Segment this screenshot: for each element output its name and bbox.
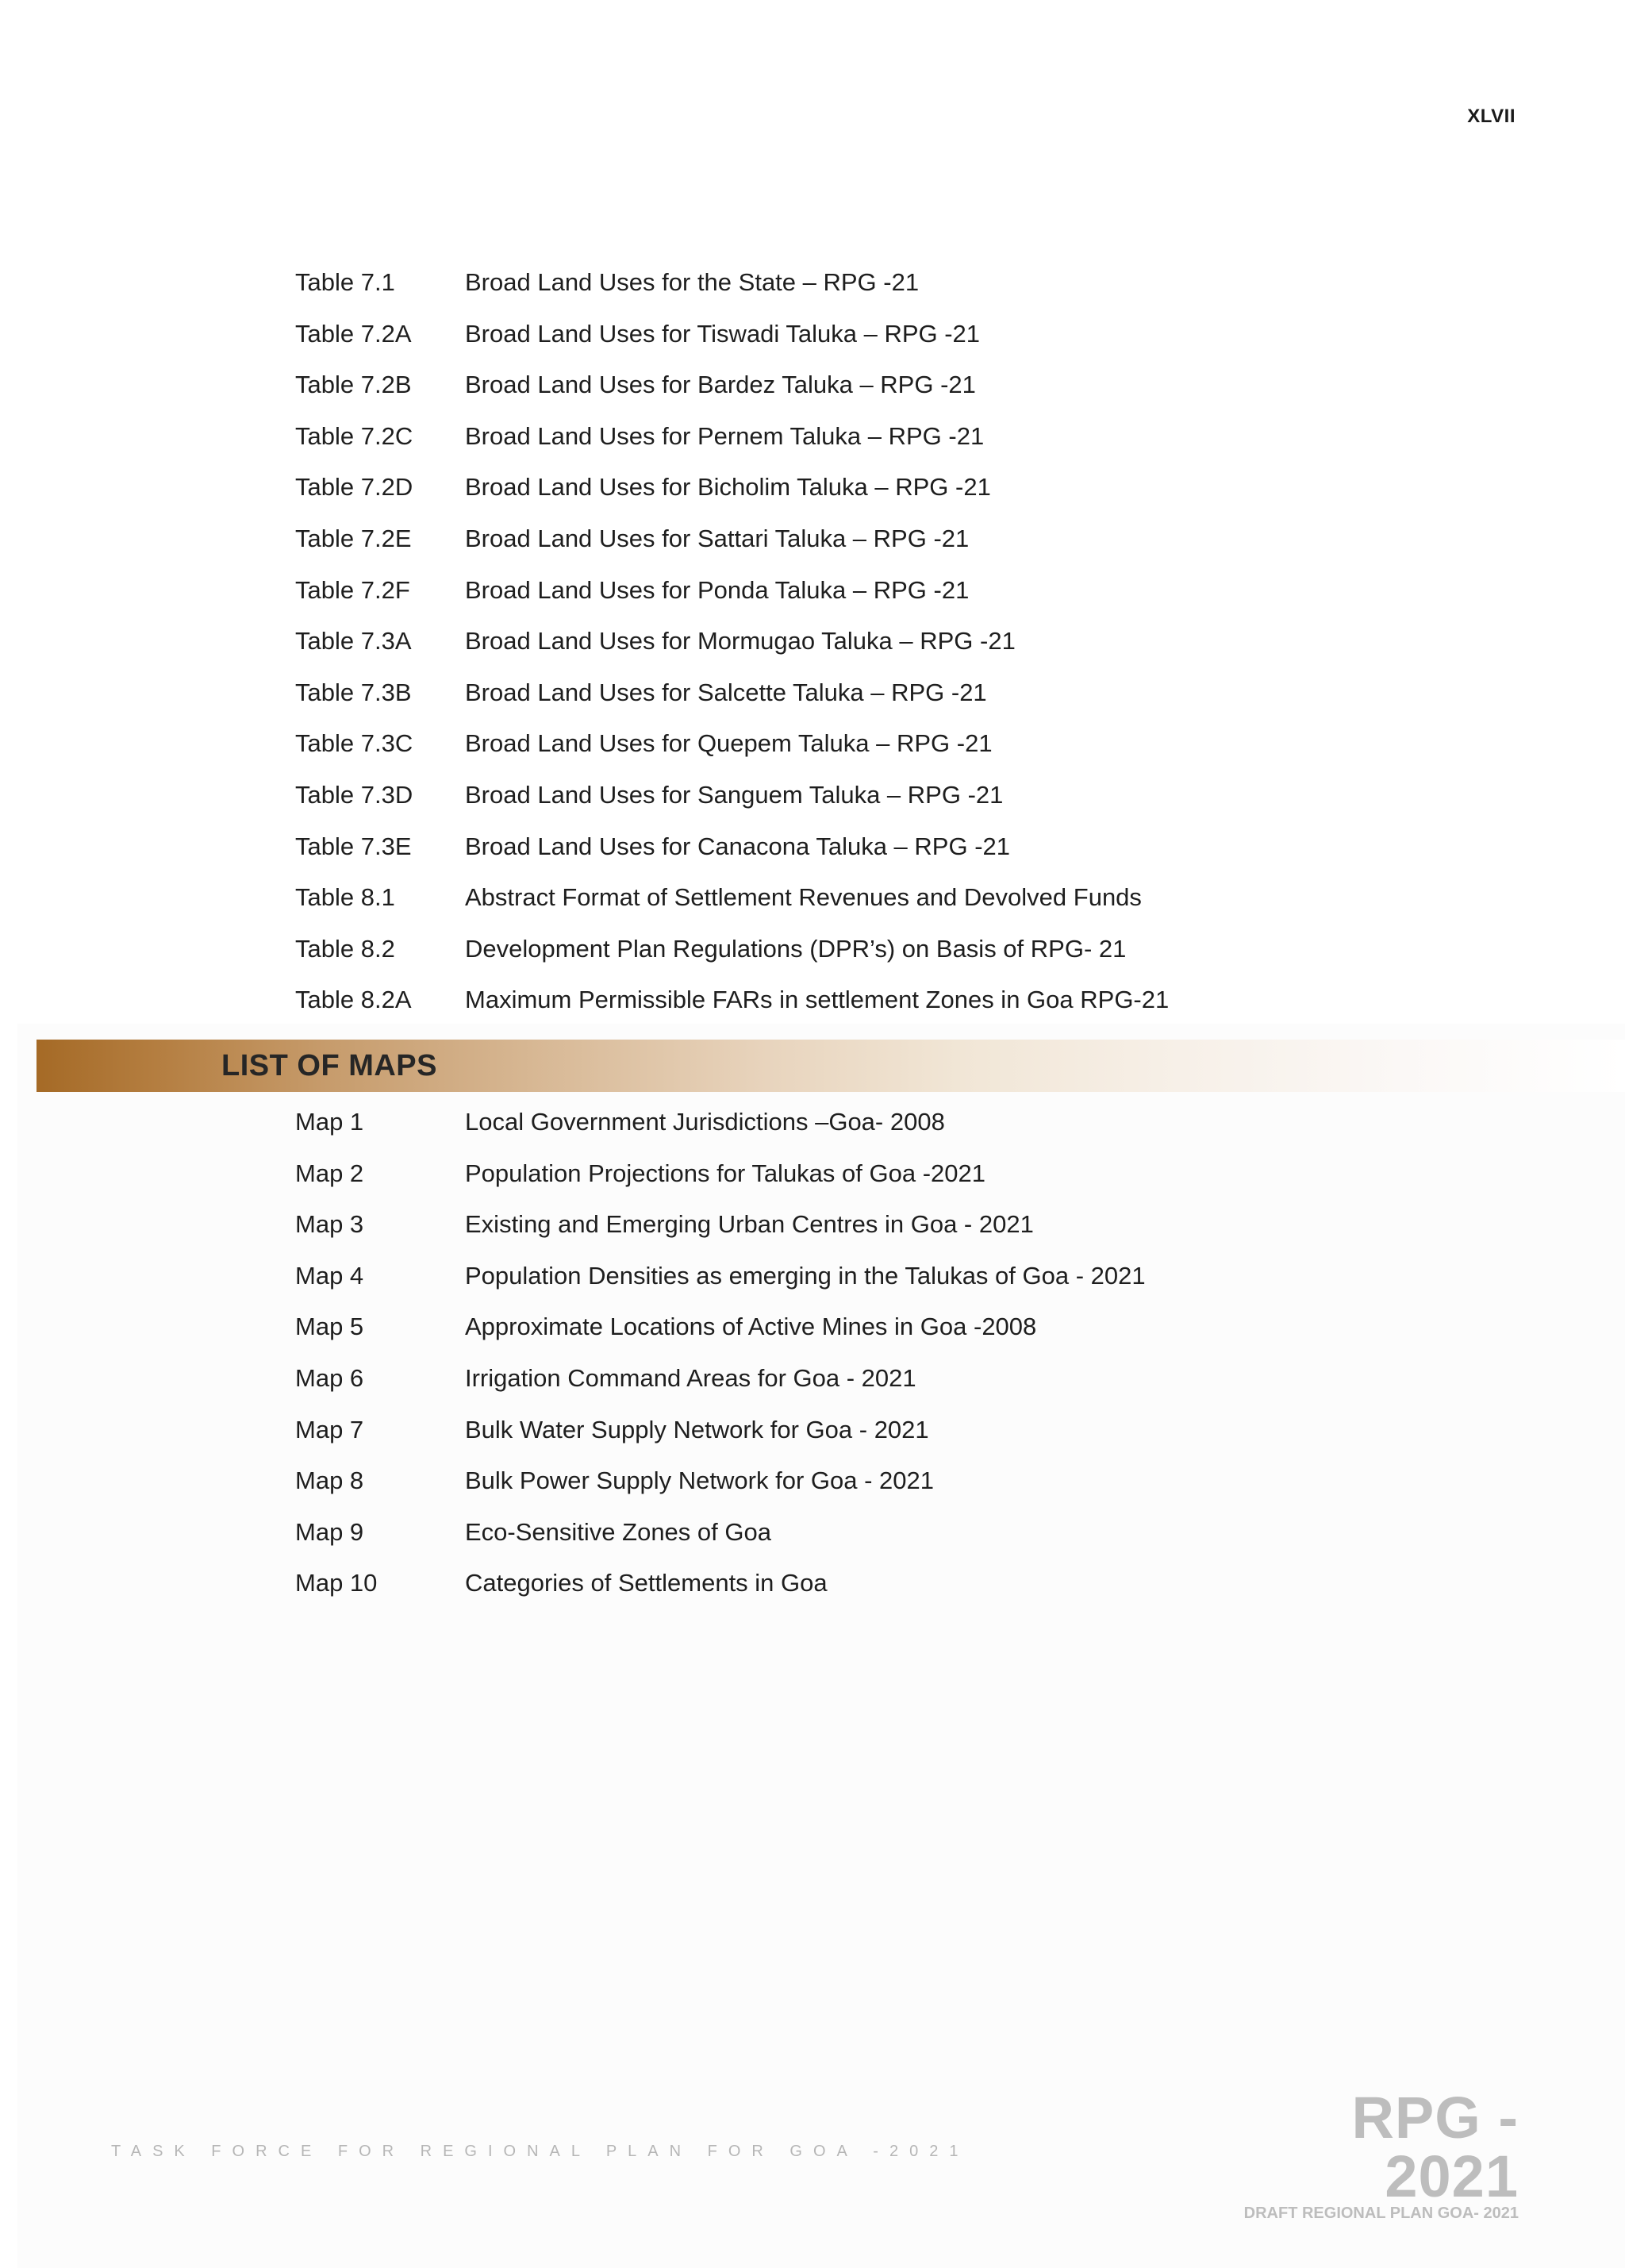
footer-task-force-text: TASK FORCE FOR REGIONAL PLAN FOR GOA -2021 (111, 2143, 970, 2160)
table-entry[interactable] (295, 365, 976, 405)
table-entry-title: Development Plan Regulations (DPR’s) on Basis of RPG- 21 (465, 934, 1127, 963)
map-entry-title: Existing and Emerging Urban Centres in Goa - 2021 (465, 1210, 1034, 1239)
table-entry-label: Table 7.3C (295, 729, 413, 758)
footer-brand-subtitle: DRAFT REGIONAL PLAN GOA- 2021 (1243, 2205, 1519, 2222)
map-entry-title: Irrigation Command Areas for Goa - 2021 (465, 1364, 916, 1392)
table-entry-label: Table 7.2B (295, 371, 412, 399)
map-entry-label: Map 3 (295, 1210, 364, 1239)
map-entry[interactable] (295, 1154, 985, 1194)
table-entry[interactable] (295, 417, 984, 456)
table-entry-label: Table 7.2C (295, 421, 413, 450)
table-entry-title: Maximum Permissible FARs in settlement Zones in Goa RPG-21 (465, 986, 1170, 1014)
table-entry[interactable] (295, 621, 1016, 661)
table-entry-title: Broad Land Uses for Sanguem Taluka – RPG -21 (465, 781, 1004, 809)
map-entry[interactable] (295, 1256, 1146, 1296)
table-entry-label: Table 7.3B (295, 678, 412, 706)
map-entry[interactable] (295, 1359, 916, 1398)
table-entry[interactable] (295, 878, 1142, 917)
table-entry-label: Table 7.2F (295, 575, 410, 604)
table-entry[interactable] (295, 467, 991, 507)
table-entry-title: Broad Land Uses for Canacona Taluka – RPG -21 (465, 832, 1010, 860)
table-entry-title: Broad Land Uses for Mormugao Taluka – RPG -21 (465, 627, 1016, 655)
map-entry-title: Population Projections for Talukas of Goa -2021 (465, 1159, 985, 1187)
map-entry-title: Population Densities as emerging in the Talukas of Goa - 2021 (465, 1261, 1146, 1290)
table-entry-label: Table 7.2D (295, 473, 413, 502)
map-entry-label: Map 5 (295, 1313, 364, 1341)
table-entry-label: Table 7.3D (295, 781, 413, 809)
table-entry[interactable] (295, 571, 969, 610)
table-entry-title: Broad Land Uses for the State – RPG -21 (465, 268, 920, 296)
table-entry-title: Broad Land Uses for Tiswadi Taluka – RPG -21 (465, 319, 981, 348)
table-entry-title: Broad Land Uses for Ponda Taluka – RPG -21 (465, 575, 970, 604)
page-number: XLVII (1467, 106, 1516, 127)
table-entry[interactable] (295, 827, 1010, 867)
map-entry-title: Approximate Locations of Active Mines in Goa -2008 (465, 1313, 1037, 1341)
table-entry[interactable] (295, 519, 969, 559)
map-entry[interactable] (295, 1102, 945, 1142)
map-entry-label: Map 6 (295, 1364, 364, 1392)
table-entry-title: Broad Land Uses for Bicholim Taluka – RPG -21 (465, 473, 991, 502)
map-entry-label: Map 2 (295, 1159, 364, 1187)
table-entry[interactable] (295, 314, 980, 354)
map-entry-label: Map 7 (295, 1415, 364, 1443)
map-entry-title: Categories of Settlements in Goa (465, 1569, 828, 1597)
table-entry-label: Table 8.1 (295, 883, 395, 912)
map-entry[interactable] (295, 1410, 929, 1450)
map-entry-label: Map 8 (295, 1467, 364, 1495)
map-entry-label: Map 9 (295, 1517, 364, 1546)
table-entry[interactable] (295, 263, 919, 302)
table-entry-title: Broad Land Uses for Bardez Taluka – RPG -21 (465, 371, 976, 399)
footer-brand (1201, 2085, 1519, 2223)
map-entry-title: Bulk Power Supply Network for Goa - 2021 (465, 1467, 934, 1495)
table-entry-title: Broad Land Uses for Salcette Taluka – RPG -21 (465, 678, 987, 706)
map-entry-label: Map 4 (295, 1261, 364, 1290)
table-entry-label: Table 7.2E (295, 525, 412, 552)
table-entry-label: Table 7.3A (295, 627, 412, 655)
map-entry[interactable] (295, 1205, 1034, 1244)
table-entry-label: Table 7.3E (295, 832, 412, 860)
map-entry[interactable] (295, 1563, 828, 1603)
map-entry-title: Bulk Water Supply Network for Goa - 2021 (465, 1415, 929, 1443)
map-entry-title: Eco-Sensitive Zones of Goa (465, 1517, 771, 1546)
table-entry-title: Broad Land Uses for Quepem Taluka – RPG -21 (465, 729, 993, 758)
map-entry[interactable] (295, 1461, 934, 1501)
table-entry-label: Table 7.2A (295, 319, 412, 348)
table-entry-title: Abstract Format of Settlement Revenues and Devolved Funds (465, 883, 1142, 912)
map-entry-label: Map 10 (295, 1569, 378, 1597)
map-entry-label: Map 1 (295, 1108, 364, 1136)
table-entry[interactable] (295, 929, 1126, 969)
footer-brand-title: RPG - 2021 (1351, 2085, 1519, 2209)
table-entry-label: Table 8.2 (295, 934, 395, 963)
table-entry[interactable] (295, 980, 1169, 1020)
table-entry-label: Table 8.2A (295, 986, 412, 1014)
table-entry[interactable] (295, 775, 1003, 815)
map-entry[interactable] (295, 1513, 771, 1552)
list-of-maps-heading: LIST OF MAPS (221, 1049, 437, 1082)
list-of-maps-banner (36, 1040, 1625, 1092)
table-entry-title: Broad Land Uses for Pernem Taluka – RPG -21 (465, 421, 985, 450)
table-entry[interactable] (295, 673, 987, 713)
table-entry-label: Table 7.1 (295, 268, 395, 296)
table-entry[interactable] (295, 724, 993, 763)
map-entry-title: Local Government Jurisdictions –Goa- 2008 (465, 1108, 945, 1136)
map-entry[interactable] (295, 1307, 1036, 1347)
table-entry-title: Broad Land Uses for Sattari Taluka – RPG -21 (465, 525, 970, 552)
